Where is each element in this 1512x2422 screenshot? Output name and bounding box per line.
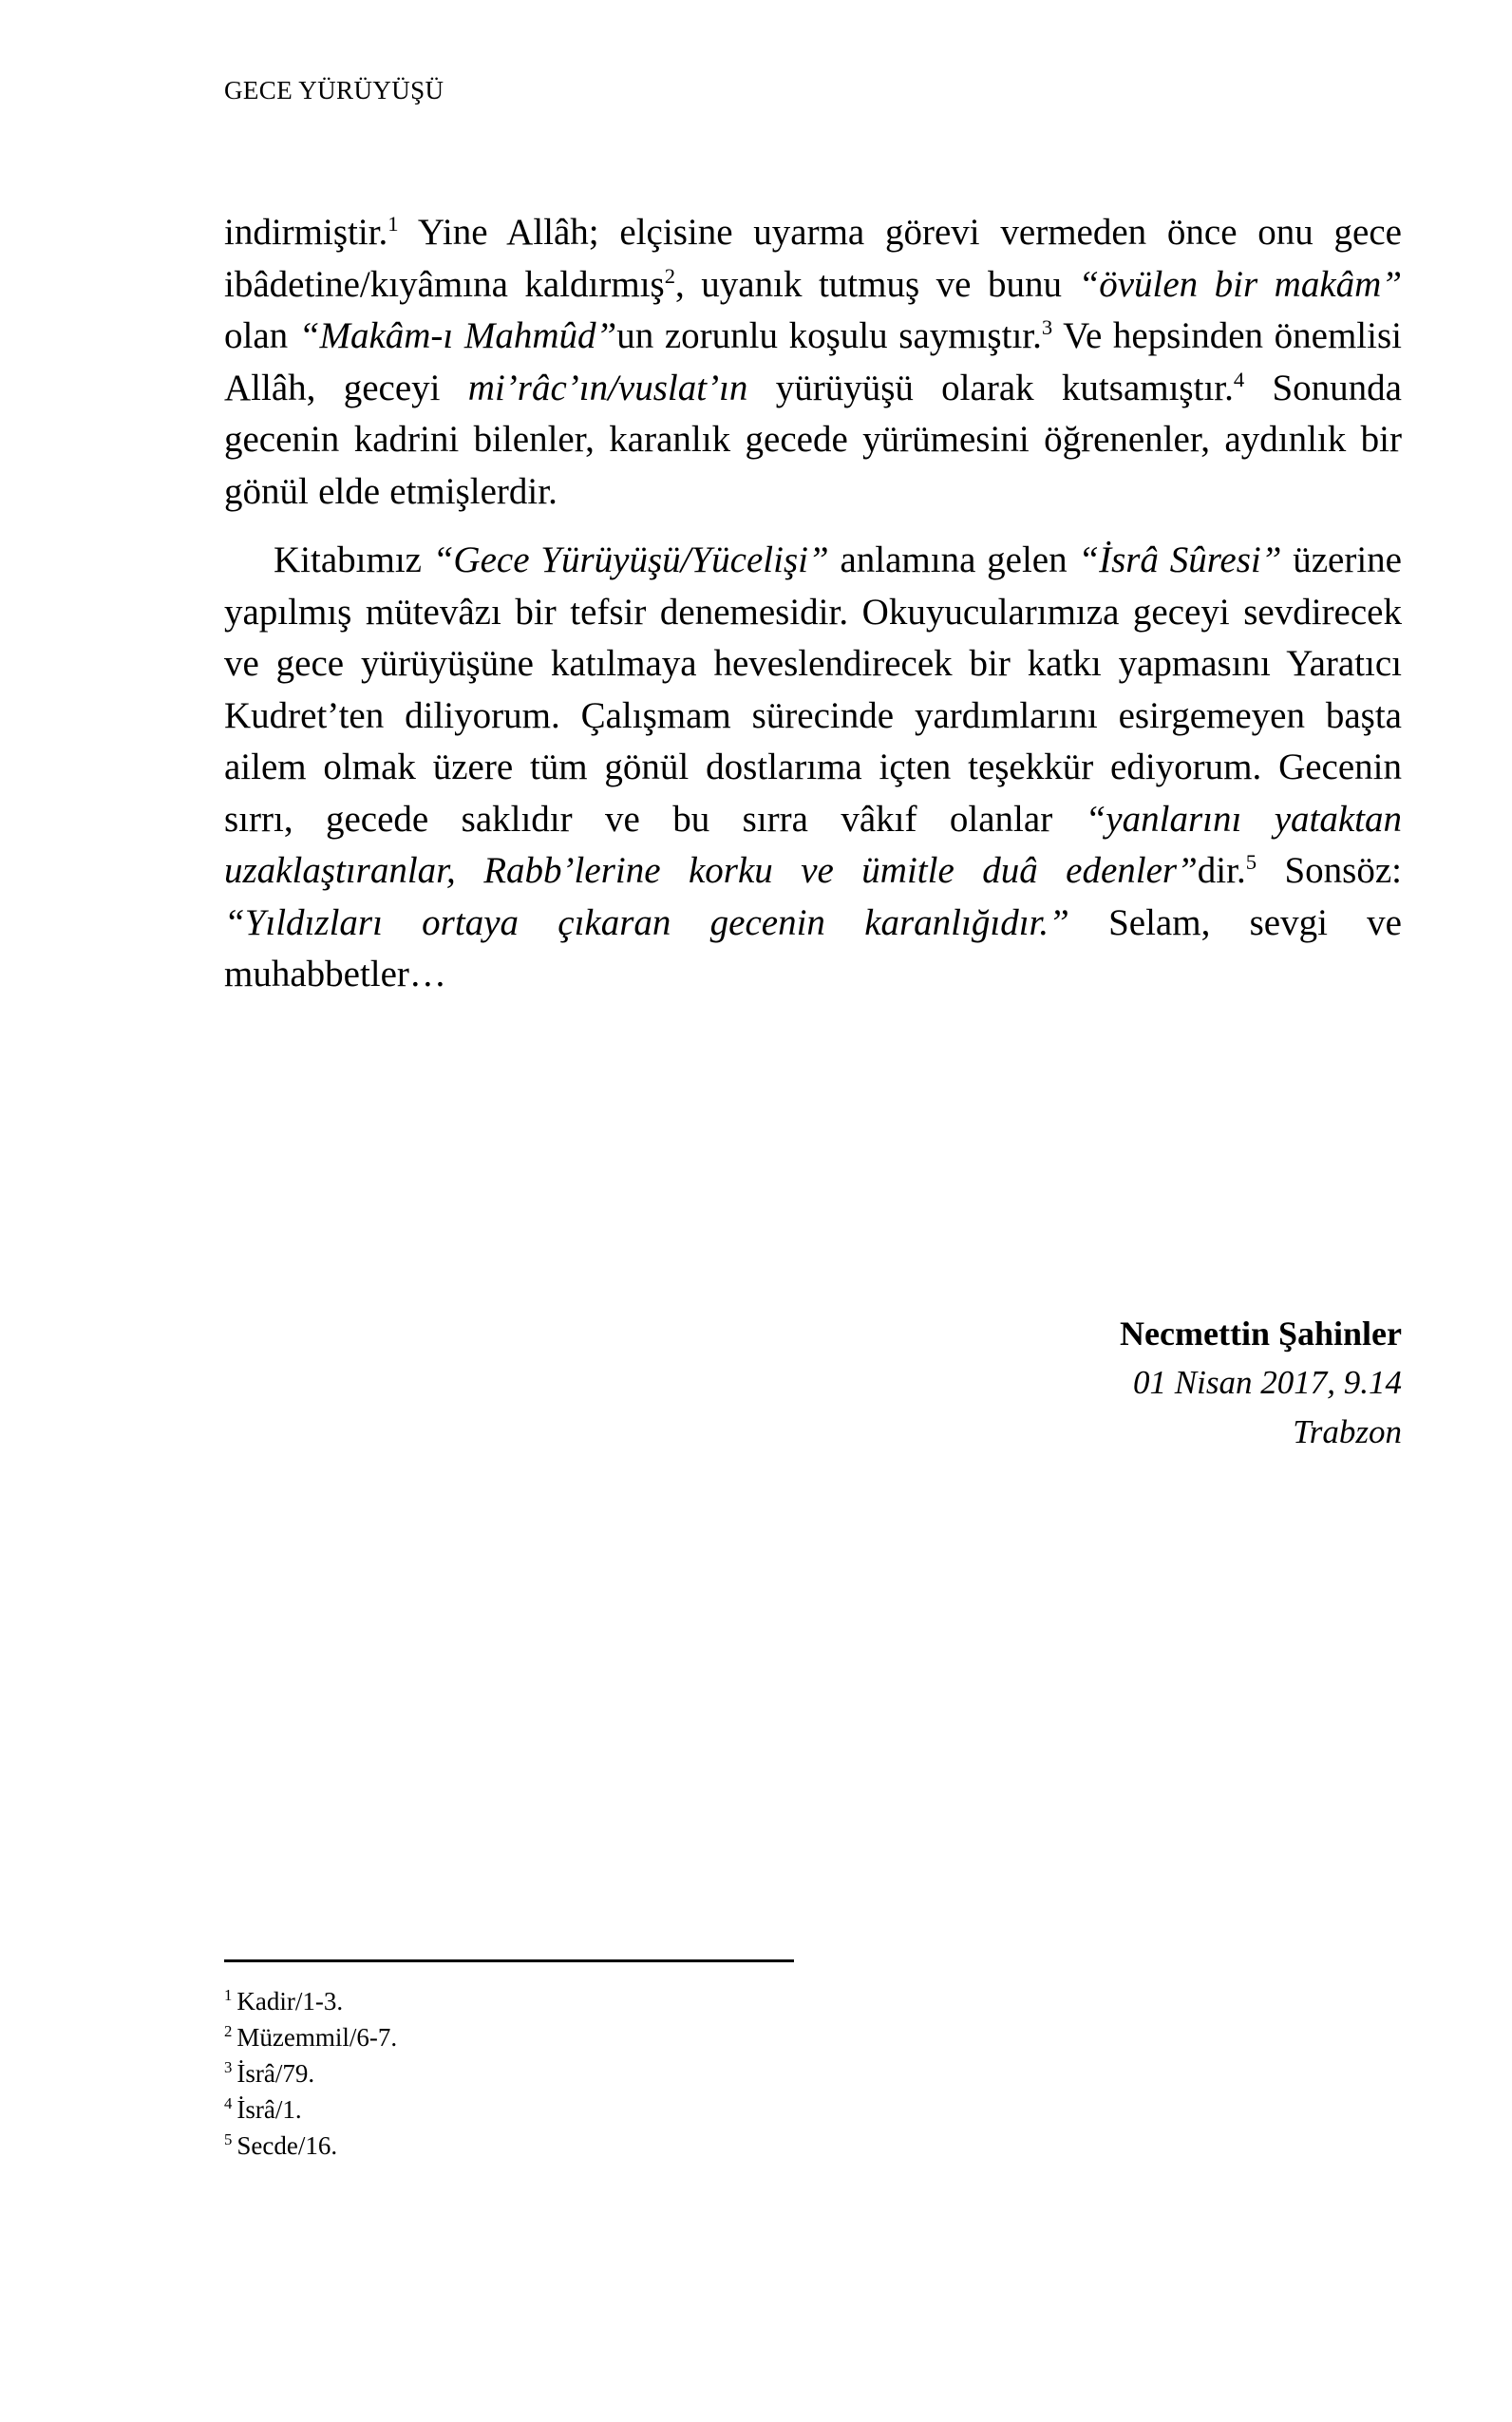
p2-seg6: Selam, sevgi ve muhabbetler… bbox=[224, 901, 1402, 994]
p1-seg5: un zorunlu koşulu saymıştır. bbox=[616, 315, 1042, 356]
p1-quote-ovulen-bir-makam: “övülen bir makâm” bbox=[1078, 263, 1403, 305]
p1-seg6: Ve hepsinden önemlisi Allâh, geceyi bbox=[224, 315, 1402, 408]
footnote-ref-1[interactable]: 1 bbox=[387, 212, 399, 236]
signature-date: 01 Nisan 2017, 9.14 bbox=[1133, 1364, 1402, 1401]
signature-block bbox=[224, 1309, 1402, 1457]
p1-seg8: Sonunda gecenin kadrini bilenler, karanlık gecede yürümesini öğrenenler, aydınlık bir gönül elde etmişlerdir. bbox=[224, 367, 1402, 512]
p1-seg4: olan bbox=[224, 315, 299, 356]
p1-seg2: Yine Allâh; elçisine uyarma görevi vermeden önce onu gece ibâdetine/kıyâmına kaldırmış bbox=[224, 212, 1402, 305]
footnote-text: Secde/16. bbox=[236, 2131, 338, 2160]
signature-author-name: Necmettin Şahinler bbox=[1120, 1315, 1402, 1353]
paragraph-1 bbox=[224, 207, 1402, 518]
footnote-separator-rule bbox=[224, 1959, 794, 1962]
footnote-item bbox=[224, 2128, 1174, 2164]
signature-place: Trabzon bbox=[1293, 1413, 1402, 1450]
p2-quote-yanlarini-yataktan: “yanlarını yataktan uzaklaştıranlar, Rabb’lerine korku ve ümitle duâ edenler” bbox=[224, 798, 1402, 891]
p2-seg2: anlamına gelen bbox=[828, 539, 1079, 580]
footnote-text: İsrâ/79. bbox=[236, 2059, 315, 2088]
footnote-number: 3 bbox=[224, 2058, 233, 2076]
footnote-text: Müzemmil/6-7. bbox=[236, 2023, 398, 2052]
footnote-number: 5 bbox=[224, 2130, 233, 2148]
p2-quote-yildizlari-ortaya-cikaran: “Yıldızları ortaya çıkaran gecenin karanlığıdır.” bbox=[224, 901, 1069, 943]
p1-seg7: yürüyüşü olarak kutsamıştır. bbox=[747, 367, 1234, 408]
footnote-ref-5[interactable]: 5 bbox=[1245, 850, 1257, 874]
footnote-number: 2 bbox=[224, 2022, 233, 2040]
footnote-item bbox=[224, 2091, 1174, 2128]
footnote-text: Kadir/1-3. bbox=[236, 1987, 344, 2015]
footnote-list bbox=[224, 1983, 1174, 2164]
footnote-item bbox=[224, 1983, 1174, 2019]
p2-seg1: Kitabımız bbox=[274, 539, 433, 580]
p1-seg3: , uyanık tutmuş ve bunu bbox=[675, 263, 1079, 305]
footnote-ref-3[interactable]: 3 bbox=[1041, 315, 1053, 339]
footnote-number: 4 bbox=[224, 2094, 233, 2112]
footnote-item bbox=[224, 2055, 1174, 2091]
p2-seg3: üzerine yapılmış mütevâzı bir tefsir denemesidir. Okuyucularımıza geceyi sevdirecek ve gece yürüyüşüne katılmaya heveslendirecek bir katkı yapmasını Yaratıcı Kudret’ten diliyorum. Çalışmam sürecinde yardımlarını esirgemeyen başta ailem olmak üzere tüm gönül dostlarıma içten teşekkür ediyorum. Gecenin sırrı, gecede saklıdır ve bu sırra vâkıf olanlar bbox=[224, 539, 1402, 840]
p2-quote-gece-yuruyusu-yucelisi: “Gece Yürüyüşü/Yücelişi” bbox=[432, 539, 829, 580]
body-text-block bbox=[224, 207, 1402, 1001]
paragraph-2 bbox=[224, 535, 1402, 1001]
footnote-number: 1 bbox=[224, 1986, 233, 2004]
footnote-ref-4[interactable]: 4 bbox=[1233, 367, 1245, 391]
p1-seg1: indirmiştir. bbox=[224, 212, 388, 253]
p2-seg4: dir. bbox=[1197, 850, 1246, 891]
footnote-text: İsrâ/1. bbox=[236, 2095, 302, 2124]
running-header bbox=[224, 78, 1402, 104]
p2-quote-isra-suresi: “İsrâ Sûresi” bbox=[1078, 539, 1282, 580]
footnote-ref-2[interactable]: 2 bbox=[664, 263, 676, 288]
p2-seg5: Sonsöz: bbox=[1257, 850, 1402, 891]
p1-quote-mirac-vuslat: mi’râc’ın/vuslat’ın bbox=[467, 367, 748, 408]
running-header-title: GECE YÜRÜYÜŞÜ bbox=[224, 76, 444, 104]
p1-quote-makam-i-mahmud: “Makâm-ı Mahmûd” bbox=[298, 315, 617, 356]
footnote-item bbox=[224, 2019, 1174, 2055]
